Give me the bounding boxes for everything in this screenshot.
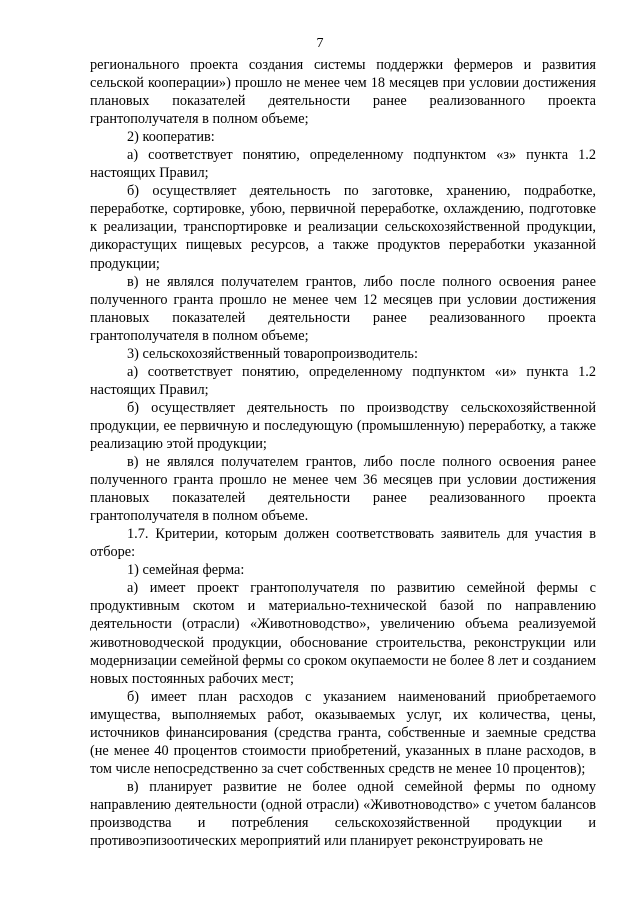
paragraph-family-farm-b: б) имеет план расходов с указанием наименований приобретаемого имущества, выполняемых работ, оказываемых услуг, их количества, цены, источников финансирования (средства гранта, собственные и заемные средства (не менее 40 процентов стоимости приобретений, указанных в плане расходов, в том числе непосредственно за счет собственных средств не менее 10 процентов); bbox=[90, 688, 596, 777]
paragraph-family-farm-v: в) планирует развитие не более одной семейной фермы по одному направлению деятельности (одной отрасли) «Животноводство» с учетом балансов производства и потребления сельскохозяйственной продукции и противоэпизоотических мероприятий или планирует реконструировать не bbox=[90, 778, 596, 850]
paragraph-cooperative-b: б) осуществляет деятельность по заготовке, хранению, подработке, переработке, сортировке, убою, первичной переработке, охлаждению, подготовке к реализации, транспортировке и реализации сельскохозяйственной продукции, дикорастущих пищевых ресурсов, а также продуктов переработки указанной продукции; bbox=[90, 183, 596, 272]
paragraph-producer-v: в) не являлся получателем грантов, либо после полного освоения ранее полученного гранта прошло не менее чем 36 месяцев при условии достижения плановых показателей деятельности ранее реализованного проекта грантополучателя в полном объеме. bbox=[90, 454, 596, 525]
paragraph-regional-project-continuation: регионального проекта создания системы поддержки фермеров и развития сельской кооперации») прошло не менее чем 18 месяцев при условии достижения плановых показателей деятельности ранее реализованного проекта грантополучателя в полном объеме; bbox=[90, 57, 596, 128]
paragraph-cooperative-heading: 2) кооператив: bbox=[127, 129, 215, 146]
paragraph-family-farm-heading: 1) семейная ферма: bbox=[127, 562, 245, 579]
page-number: 7 bbox=[316, 36, 324, 51]
paragraph-criteria-1-7: 1.7. Критерии, которым должен соответствовать заявитель для участия в отборе: bbox=[90, 526, 596, 561]
paragraph-producer-heading: 3) сельскохозяйственный товаропроизводитель: bbox=[127, 345, 418, 362]
paragraph-producer-b: б) осуществляет деятельность по производству сельскохозяйственной продукции, ее первичную и последующую (промышленную) переработку, а также реализацию этой продукции; bbox=[90, 399, 596, 452]
paragraph-cooperative-v: в) не являлся получателем грантов, либо после полного освоения ранее полученного гранта прошло не менее чем 12 месяцев при условии достижения плановых показателей деятельности ранее реализованного проекта грантополучателя в полном объеме; bbox=[90, 273, 596, 344]
document-body bbox=[90, 56, 596, 850]
paragraph-family-farm-a: а) имеет проект грантополучателя по развитию семейной фермы с продуктивным скотом и материально-технической базой по направлению деятельности (отрасли) «Животноводство», увеличению объема реализуемой животноводческой продукции, обоснование строительства, реконструкции или модернизации семейной фермы со сроком окупаемости не более 8 лет и созданием новых постоянных рабочих мест; bbox=[90, 580, 596, 687]
paragraph-producer-a: а) соответствует понятию, определенному подпунктом «и» пункта 1.2 настоящих Правил; bbox=[90, 363, 596, 398]
paragraph-cooperative-a: а) соответствует понятию, определенному подпунктом «з» пункта 1.2 настоящих Правил; bbox=[90, 147, 596, 182]
